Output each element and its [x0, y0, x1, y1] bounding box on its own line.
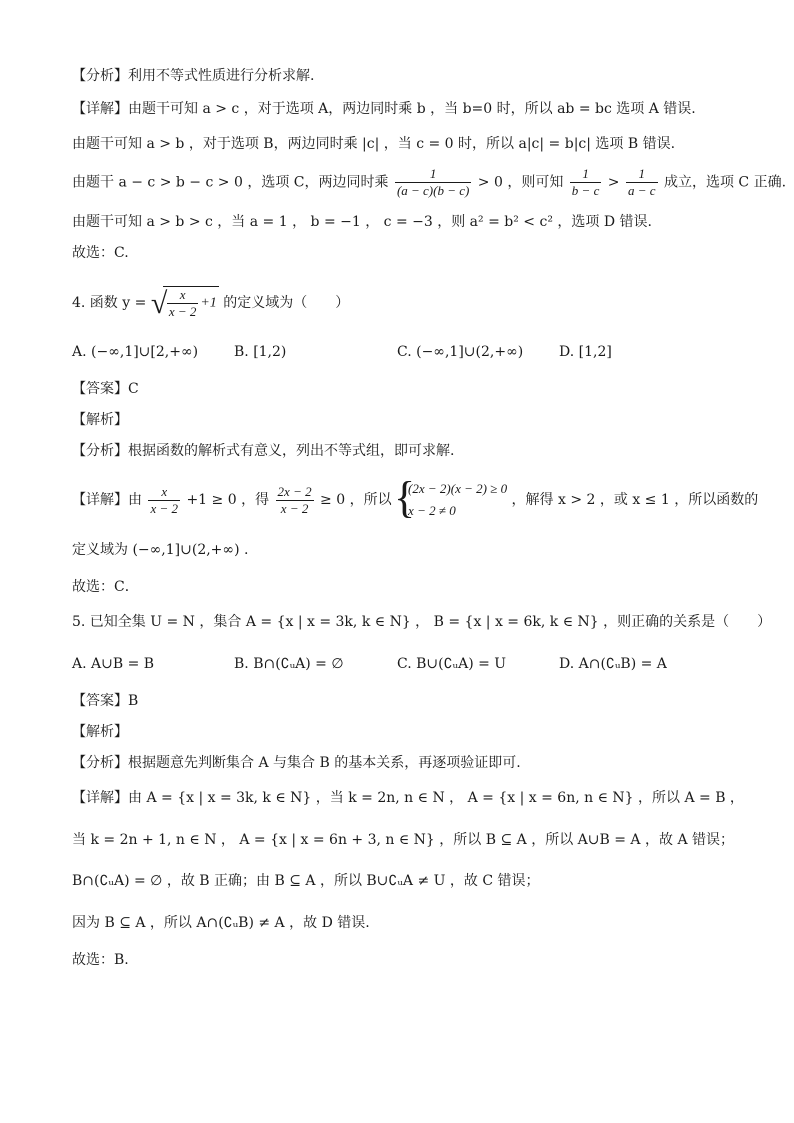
q3-detail-3 [72, 166, 786, 199]
q4-option-c: C. (−∞,1]∪(2,+∞) [397, 344, 524, 360]
q5-answer: 【答案】B [72, 693, 139, 709]
q3-detail-3-post: 成立，选项 C 正确. [663, 174, 787, 191]
q5-choice: 故选：B. [72, 952, 129, 968]
q3-detail-4: 由题干可知 a > b > c ，当 a = 1 ， b = −1 ， c = −3 ，则 a² = b² < c² ，选项 D 错误. [72, 214, 652, 230]
q4-option-b: B. [1,2) [234, 344, 287, 360]
q5-stem: 5. 已知全集 U = N ，集合 A = {x | x = 3k, k ∈ N} ， B = {x | x = 6k, k ∈ N} ，则正确的关系是（ ） [72, 614, 772, 630]
q5-detail-4: 因为 B ⊆ A ，所以 A∩(∁ᵤB) ≠ A ，故 D 错误. [72, 915, 370, 931]
q5-option-a: A. A∪B = B [72, 656, 155, 672]
q4-explain-label: 【解析】 [72, 412, 128, 428]
q3-detail-2: 由题干可知 a > b ，对于选项 B，两边同时乘 |c| ，当 c = 0 时，所以 a|c| = b|c| 选项 B 错误. [72, 136, 676, 152]
q4-stem-pre: 4. 函数 y = [72, 295, 147, 311]
q5-option-d: D. A∩(∁ᵤB) = A [559, 656, 667, 672]
fraction: $\frac{1}{a - c}$ [627, 166, 656, 198]
q3-choice: 故选：C. [72, 245, 129, 261]
q4-detail: 【详解】由 $\frac{x}{x - 2}$ +1 ≥ 0 ，得 $\frac{2x - 2}{x - 2}$ ≥ 0 ，所以 { (2x − 2)(x − 2) ≥ 0 x − 2 ≠ 0 ，解得 x > 2 ，或 x ≤ 1 ，所以函数的 [72, 473, 759, 522]
q4-answer: 【答案】C [72, 381, 139, 397]
q5-answer-value: B [128, 693, 139, 709]
q5-option-c: C. B∪(∁ᵤA) = U [397, 656, 507, 672]
q4-option-d: D. [1,2] [559, 344, 612, 360]
q5-option-b: B. B∩(∁ᵤA) = ∅ [234, 656, 344, 672]
q3-detail-3-mid: > 0 ，则可知 [477, 174, 564, 191]
q4-option-a: A. (−∞,1]∪[2,+∞) [72, 344, 199, 360]
q3-detail-1: 【详解】由题干可知 a > c ，对于选项 A，两边同时乘 b ，当 b=0 时，所以 ab = bc 选项 A 错误. [72, 101, 696, 117]
q5-detail-1: 【详解】由 A = {x | x = 3k, k ∈ N} ，当 k = 2n, n ∈ N ， A = {x | x = 6n, n ∈ N} ，所以 A = B ， [72, 790, 744, 806]
gt-sign: > [607, 174, 620, 191]
inequality-system: { (2x − 2)(x − 2) ≥ 0 x − 2 ≠ 0 [394, 473, 508, 522]
q4-stem [72, 286, 349, 320]
fraction: $\frac{1}{b - c}$ [571, 166, 600, 198]
detail-tag: 【详解】 [72, 492, 128, 508]
q4-detail-cont: 定义域为 (−∞,1]∪(2,+∞) . [72, 542, 249, 558]
q4-answer-value: C [128, 381, 139, 397]
q4-choice: 故选：C． [72, 579, 139, 595]
q3-detail-3-pre: 由题干 a − c > b − c > 0 ，选项 C，两边同时乘 [72, 174, 389, 191]
square-root: √ $\frac{x}{x - 2}$ +1 [150, 287, 217, 320]
q5-detail-2: 当 k = 2n + 1, n ∈ N ， A = {x | x = 6n + 3, n ∈ N} ，所以 B ⊆ A ，所以 A∪B = A ，故 A 错误； [72, 832, 735, 848]
fraction: $\frac{1}{(a - c)(b - c)}$ [396, 166, 470, 198]
fraction: $\frac{x}{x - 2}$ [150, 483, 178, 516]
q4-stem-post: 的定义域为（ ） [223, 295, 350, 311]
q5-detail-3: B∩(∁ᵤA) = ∅ ，故 B 正确；由 B ⊆ A ，所以 B∪∁ᵤA ≠ U ，故 C 错误； [72, 873, 540, 889]
q4-analysis: 【分析】根据函数的解析式有意义，列出不等式组，即可求解. [72, 443, 455, 459]
q5-analysis: 【分析】根据题意先判断集合 A 与集合 B 的基本关系，再逐项验证即可. [72, 755, 521, 771]
fraction: $\frac{2x - 2}{x - 2}$ [277, 483, 312, 516]
fraction: $\frac{x}{x - 2}$ [168, 287, 197, 319]
q3-analysis: 【分析】利用不等式性质进行分析求解. [72, 68, 315, 84]
q5-explain-label: 【解析】 [72, 724, 128, 740]
